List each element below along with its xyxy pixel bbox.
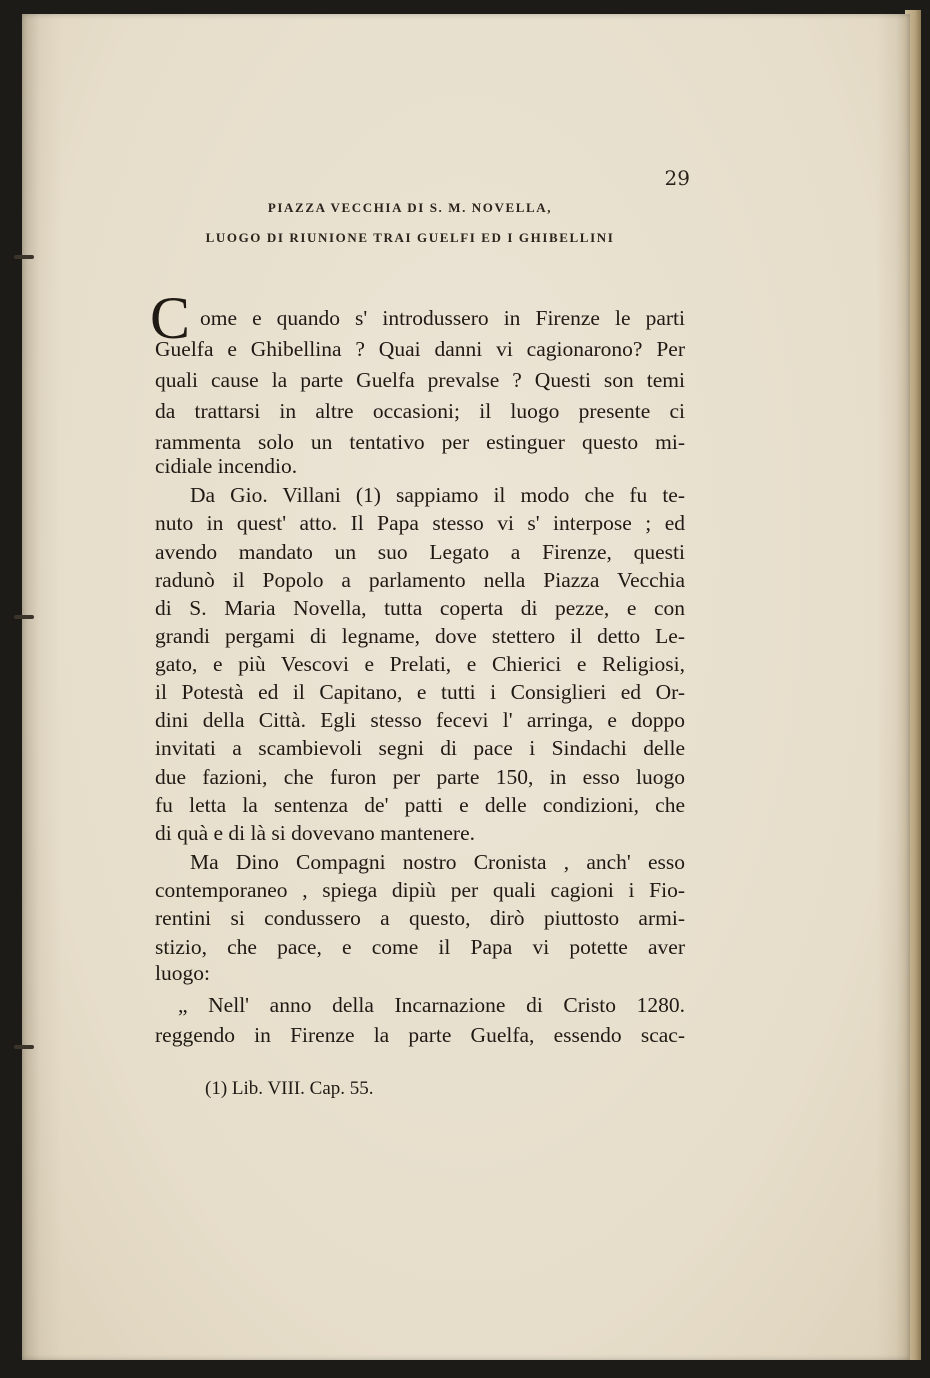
text-line: stizio, che pace, e come il Papa vi potette aver <box>155 935 685 959</box>
text-line: Ma Dino Compagni nostro Cronista , anch' esso <box>190 850 685 874</box>
text-line: nuto in quest' atto. Il Papa stesso vi s' interpose ; ed <box>155 511 685 535</box>
text-line: dini della Città. Egli stesso fecevi l' arringa, e doppo <box>155 708 685 732</box>
text-line: fu letta la sentenza de' patti e delle condizioni, che <box>155 793 685 817</box>
text-line: due fazioni, che furon per parte 150, in esso luogo <box>155 765 685 789</box>
text-line: di quà e di là si dovevano mantenere. <box>155 821 476 845</box>
binding-thread <box>14 1045 34 1049</box>
binding-thread <box>14 615 34 619</box>
text-line: quali cause la parte Guelfa prevalse ? Questi son temi <box>155 368 685 392</box>
text-line: gato, e più Vescovi e Prelati, e Chierici e Religiosi, <box>155 652 685 676</box>
text-line: invitati a scambievoli segni di pace i Sindachi delle <box>155 736 685 760</box>
text-line: di S. Maria Novella, tutta coperta di pezze, e con <box>155 596 685 620</box>
binding-thread <box>14 255 34 259</box>
text-line: radunò il Popolo a parlamento nella Piazza Vecchia <box>155 568 685 592</box>
text-line: rentini si condussero a questo, dirò piuttosto armi- <box>155 906 685 930</box>
text-line: ome e quando s' introdussero in Firenze le parti <box>200 306 685 330</box>
footnote: (1) Lib. VIII. Cap. 55. <box>205 1078 374 1099</box>
drop-cap: C <box>150 285 191 351</box>
text-line: rammenta solo un tentativo per estinguer questo mi- <box>155 430 685 454</box>
text-line: Guelfa e Ghibellina ? Quai danni vi cagionarono? Per <box>155 337 685 361</box>
text-line: „ Nell' anno della Incarnazione di Cristo 1280. <box>178 993 685 1017</box>
text-line: da trattarsi in altre occasioni; il luogo presente ci <box>155 399 685 423</box>
text-line: Da Gio. Villani (1) sappiamo il modo che fu te- <box>190 483 685 507</box>
text-line: cidiale incendio. <box>155 454 298 478</box>
text-line: luogo: <box>155 961 210 985</box>
chapter-heading-line-2: LUOGO DI RIUNIONE TRAI GUELFI ED I GHIBELLINI <box>205 230 615 245</box>
text-line: grandi pergami di legname, dove stettero il detto Le- <box>155 624 685 648</box>
page-number: 29 <box>664 166 690 190</box>
chapter-heading-line-1: PIAZZA VECCHIA DI S. M. NOVELLA, <box>267 200 553 215</box>
text-line: contemporaneo , spiega dipiù per quali cagioni i Fio- <box>155 878 685 902</box>
text-line: reggendo in Firenze la parte Guelfa, essendo scac- <box>155 1023 685 1047</box>
text-line: avendo mandato un suo Legato a Firenze, questi <box>155 540 685 564</box>
text-line: il Potestà ed il Capitano, e tutti i Consiglieri ed Or- <box>155 680 685 704</box>
